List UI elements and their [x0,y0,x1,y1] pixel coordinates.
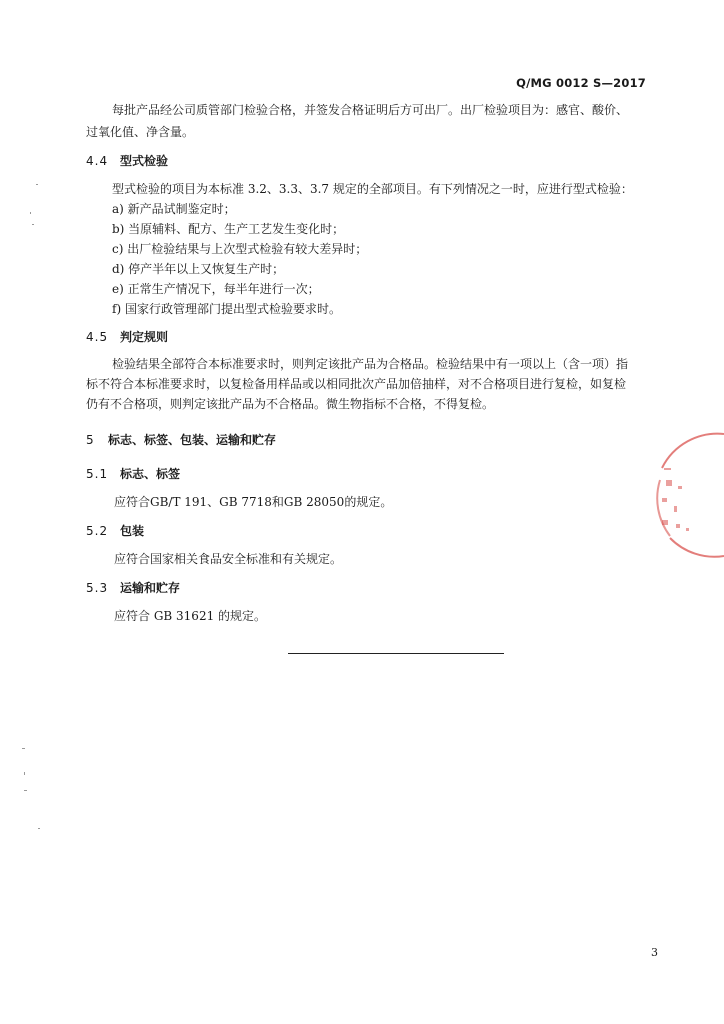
section-title: 包装 [120,524,145,538]
intro-line-1: 每批产品经公司质管部门检验合格，并签发合格证明后方可出厂。出厂检验项目为：感官、酸价、 [112,103,629,117]
scan-speck [22,748,25,749]
section-5-1-heading [86,464,180,484]
company-seal-stamp [648,428,724,558]
section-5-heading [86,430,276,450]
scan-speck [32,224,34,225]
intro-line-2: 过氧化值、净含量。 [86,125,195,139]
list-item: e) 正常生产情况下，每半年进行一次； [112,282,320,296]
list-item: c) 出厂检验结果与上次型式检验有较大差异时； [112,242,368,256]
section-number: 5.2 [86,524,109,538]
scan-speck [30,212,31,214]
rule-line-2: 标不符合本标准要求时，以复检备用样品或以相同批次产品加倍抽样，对不合格项目进行复检，如复检 [86,377,627,391]
section-number: 5 [86,433,95,447]
rule-line-1: 检验结果全部符合本标准要求时，则判定该批产品为合格品。检验结果中有一项以上（含一项）指 [112,357,629,371]
section-5-2-heading [86,521,144,541]
section-4-4-intro: 型式检验的项目为本标准 3.2、3.3、3.7 规定的全部项目。有下列情况之一时，应进行型式检验： [112,182,633,196]
list-item: a) 新产品试制鉴定时； [112,202,236,216]
section-5-1-text: 应符合GB/T 191、GB 7718和GB 28050的规定。 [114,495,393,509]
list-item: f) 国家行政管理部门提出型式检验要求时。 [112,302,341,316]
section-5-3-heading [86,578,180,598]
rule-line-3: 仍有不合格项，则判定该批产品为不合格品。微生物指标不合格，不得复检。 [86,397,495,411]
section-number: 4.4 [86,154,109,168]
section-5-3-text: 应符合 GB 31621 的规定。 [114,609,267,623]
section-number: 5.1 [86,467,109,481]
section-title: 标志、标签 [120,467,181,481]
end-rule [288,653,504,654]
section-number: 5.3 [86,581,109,595]
scan-speck [24,790,27,791]
standard-code: Q/MG 0012 S—2017 [516,76,646,90]
section-title: 判定规则 [120,330,169,344]
scan-speck [36,184,38,185]
scan-speck [24,772,25,775]
section-number: 4.5 [86,330,109,344]
list-item: d) 停产半年以上又恢复生产时； [112,262,285,276]
section-title: 运输和贮存 [120,581,181,595]
section-4-4-heading [86,151,168,171]
scan-speck [38,828,40,829]
list-item: b) 当原辅料、配方、生产工艺发生变化时； [112,222,345,236]
section-4-5-heading [86,327,168,347]
page-number: 3 [651,946,658,959]
section-title: 标志、标签、包装、运输和贮存 [108,433,277,447]
section-title: 型式检验 [120,154,169,168]
section-5-2-text: 应符合国家相关食品安全标准和有关规定。 [114,552,343,566]
